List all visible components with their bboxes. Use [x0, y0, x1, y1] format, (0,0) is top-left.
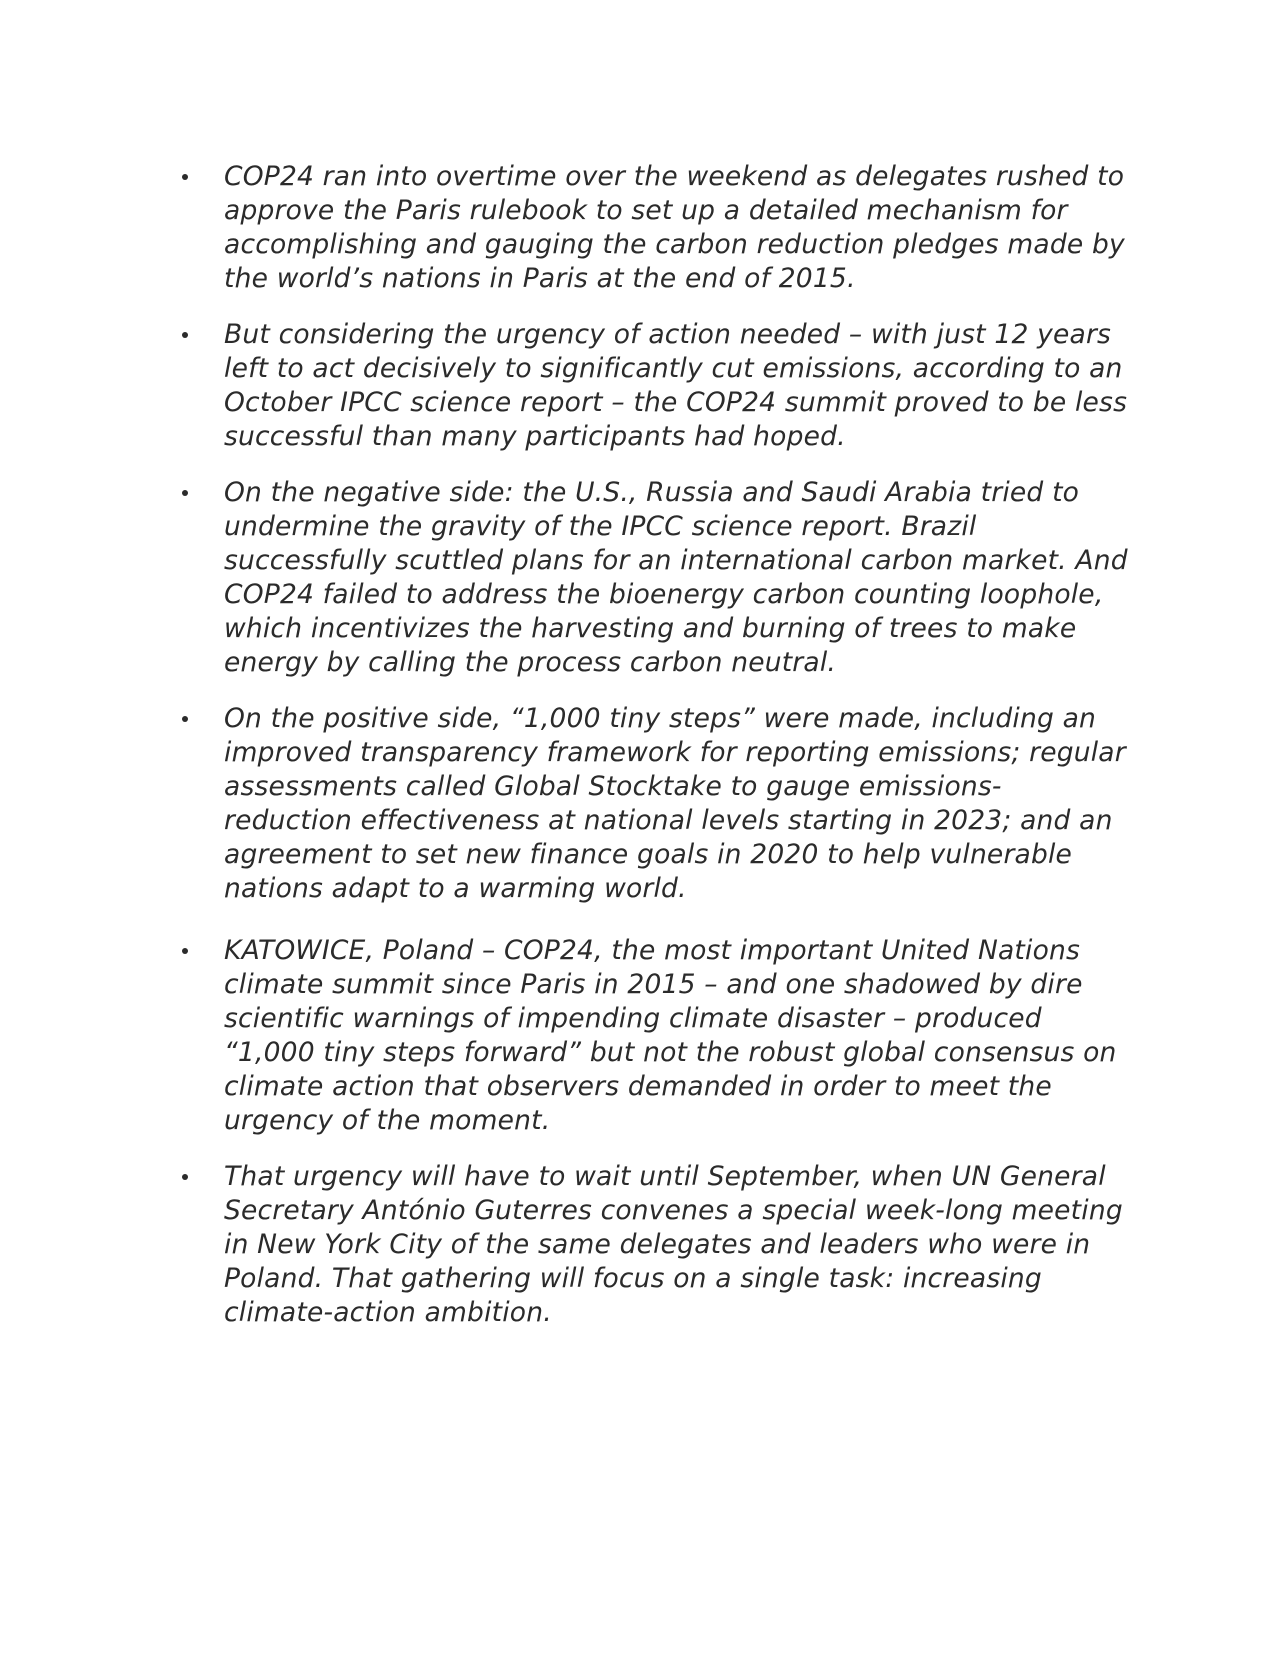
bullet-text: COP24 ran into overtime over the weekend as delegates rushed to approve the Paris rulebook to set up a detailed mechanism for accomplishing and gauging the carbon reduction pledges made by the world’s nations in Paris at the end of 2015.: [224, 161, 1125, 294]
bullet-text: But considering the urgency of action needed – with just 12 years left to act decisively to significantly cut emissions, according to an October IPCC science report – the COP24 summit proved to be less successful than many participants had hoped.: [224, 319, 1128, 452]
bullet-item: [182, 160, 1128, 296]
bullet-text: On the positive side, “1,000 tiny steps” were made, including an improved transparency framework for reporting emissions; regular assessments called Global Stocktake to gauge emissions-reduction effectiveness at national levels starting in 2023; and an agreement to set new finance goals in 2020 to help vulnerable nations adapt to a warming world.: [224, 703, 1126, 904]
bullet-dot-icon: [182, 174, 188, 180]
bullet-item: [182, 1160, 1128, 1330]
bullet-dot-icon: [182, 1174, 188, 1180]
bullet-list: [182, 160, 1128, 1352]
bullet-text: That urgency will have to wait until September, when UN General Secretary António Guterres convenes a special week-long meeting in New York City of the same delegates and leaders who were in Poland. That gathering will focus on a single task: increasing climate-action ambition.: [224, 1161, 1123, 1328]
bullet-item: [182, 934, 1128, 1138]
bullet-text: KATOWICE, Poland – COP24, the most important United Nations climate summit since Paris in 2015 – and one shadowed by dire scientific warnings of impending climate disaster – produced “1,000 tiny steps forward” but not the robust global consensus on climate action that observers demanded in order to meet the urgency of the moment.: [224, 935, 1117, 1136]
bullet-item: [182, 702, 1128, 906]
bullet-dot-icon: [182, 948, 188, 954]
bullet-dot-icon: [182, 490, 188, 496]
bullet-item: [182, 476, 1128, 680]
bullet-text: On the negative side: the U.S., Russia and Saudi Arabia tried to undermine the gravity of the IPCC science report. Brazil successfully scuttled plans for an international carbon market. And COP24 failed to address the bioenergy carbon counting loophole, which incentivizes the harvesting and burning of trees to make energy by calling the process carbon neutral.: [224, 477, 1128, 678]
bullet-dot-icon: [182, 332, 188, 338]
bullet-item: [182, 318, 1128, 454]
bullet-dot-icon: [182, 716, 188, 722]
